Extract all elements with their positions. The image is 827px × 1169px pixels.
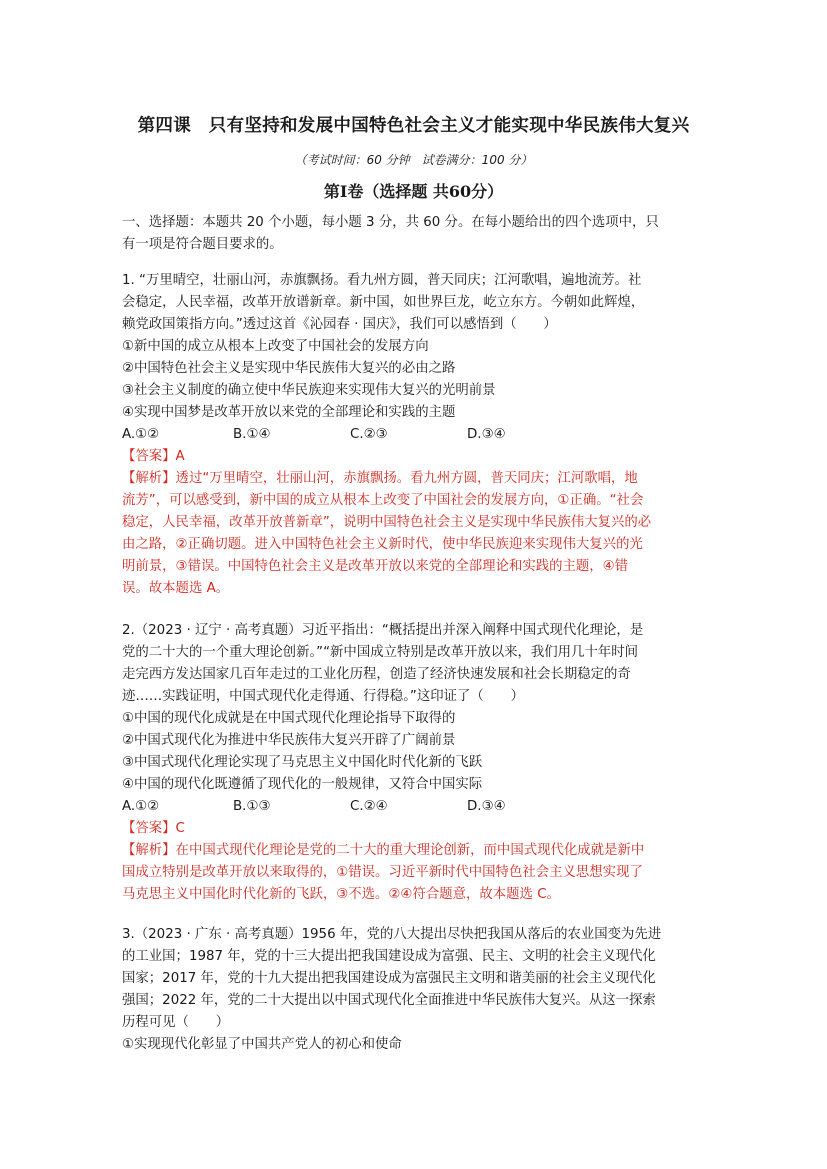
question-1 [122, 270, 702, 600]
question-stem-line: 1. “万里晴空，壮丽山河，赤旗飘扬。看九州方圆，普天同庆；江河歌唱，遍地流芳。社 [122, 273, 642, 288]
question-stem-line: 走完西方发达国家几百年走过的工业化历程，创造了经济快速发展和社会长期稳定的奇 [122, 667, 631, 682]
statement: ①中国的现代化成就是在中国式现代化理论指导下取得的 [122, 711, 456, 726]
option-d[interactable]: D.③④ [467, 799, 506, 814]
statement: ②中国式现代化为推进中华民族伟大复兴开辟了广阔前景 [122, 733, 456, 748]
analysis-line: 误。故本题选 A。 [122, 581, 230, 596]
statement: ①新中国的成立从根本上改变了中国社会的发展方向 [122, 339, 429, 354]
question-stem-line: 会稳定，人民幸福，改革开放谱新章。新中国，如世界巨龙，屹立东方。今朝如此辉煌， [122, 295, 645, 310]
instruction-line: 有一项是符合题目要求的。 [122, 237, 283, 252]
option-d[interactable]: D.③④ [467, 427, 506, 442]
exam-info: （考试时间：60 分钟 试卷满分：100 分） [294, 153, 533, 167]
analysis-line: 【解析】透过“万里晴空，壮丽山河，赤旗飘扬。看九州方圆，普天同庆；江河歌唱，地 [122, 471, 638, 486]
question-stem-line: 赖党政国策指方向。”透过这首《沁园春 · 国庆》，我们可以感悟到（ ） [122, 317, 557, 332]
option-c[interactable]: C.②④ [350, 799, 388, 814]
statement: ①实现现代化彰显了中国共产党人的初心和使命 [122, 1037, 402, 1052]
question-stem-line: 党的二十大的一个重大理论创新。”“新中国成立特别是改革开放以来，我们用几十年时间 [122, 645, 639, 660]
option-b[interactable]: B.①③ [233, 799, 271, 814]
question-stem-line: 2.（2023 · 辽宁 · 高考真题）习近平指出：“概括提出并深入阐释中国式现代化理论，是 [122, 623, 644, 638]
option-b[interactable]: B.①④ [233, 427, 271, 442]
instructions [122, 212, 702, 256]
statement: ④中国的现代化既遵循了现代化的一般规律，又符合中国实际 [122, 777, 483, 792]
question-stem-line: 的工业国；1987 年，党的十三大提出把我国建设成为富强、民主、文明的社会主义现代化 [122, 949, 656, 964]
instruction-line: 一、选择题：本题共 20 个小题，每小题 3 分，共 60 分。在每小题给出的四个选项中，只 [122, 215, 659, 230]
option-a[interactable]: A.①② [122, 799, 160, 814]
question-stem-line: 历程可见（ ） [122, 1015, 230, 1030]
analysis-line: 由之路，②正确切题。进入中国特色社会主义新时代，使中华民族迎来实现伟大复兴的光 [122, 537, 643, 552]
options-row [122, 796, 702, 818]
lesson-title: 第四课 只有坚持和发展中国特色社会主义才能实现中华民族伟大复兴 [137, 116, 690, 136]
answer: 【答案】C [122, 821, 185, 836]
statement: ③社会主义制度的确立使中华民族迎来实现伟大复兴的光明前景 [122, 383, 496, 398]
analysis-line: 明前景，③错误。中国特色社会主义是改革开放以来党的全部理论和实践的主题，④错 [122, 559, 629, 574]
analysis-line: 稳定，人民幸福，改革开放普新章”，说明中国特色社会主义是实现中华民族伟大复兴的必 [122, 515, 652, 530]
options-row [122, 424, 702, 446]
analysis-line: 流芳”，可以感受到，新中国的成立从根本上改变了中国社会的发展方向，①正确。“社会 [122, 493, 644, 508]
analysis-line: 【解析】在中国式现代化理论是党的二十大的重大理论创新，而中国式现代化成就是新中 [122, 843, 645, 858]
analysis-line: 国成立特别是改革开放以来取得的，①错误。习近平新时代中国特色社会主义思想实现了 [122, 865, 643, 880]
question-stem-line: 3.（2023 · 广东 · 高考真题）1956 年，党的八大提出尽快把我国从落后的农业国变为先进 [122, 927, 662, 942]
option-c[interactable]: C.②③ [350, 427, 388, 442]
answer: 【答案】A [122, 449, 185, 464]
option-a[interactable]: A.①② [122, 427, 160, 442]
question-2 [122, 620, 702, 906]
question-stem-line: 国家；2017 年，党的十九大提出把我国建设成为富强民主文明和谐美丽的社会主义现代化 [122, 971, 656, 986]
statement: ④实现中国梦是改革开放以来党的全部理论和实践的主题 [122, 405, 456, 420]
analysis-line: 马克思主义中国化时代化新的飞跃，③不选。②④符合题意，故本题选 C。 [122, 887, 560, 902]
question-stem-line: 迹……实践证明，中国式现代化走得通、行得稳。”这印证了（ ） [122, 689, 524, 704]
question-3 [122, 924, 702, 1056]
statement: ③中国式现代化理论实现了马克思主义中国化时代化新的飞跃 [122, 755, 483, 770]
question-stem-line: 强国；2022 年，党的二十大提出以中国式现代化全面推进中华民族伟大复兴。从这一探索 [122, 993, 656, 1008]
section-title: 第Ⅰ卷（选择题 共60分） [323, 182, 504, 201]
statement: ②中国特色社会主义是实现中华民族伟大复兴的必由之路 [122, 361, 456, 376]
